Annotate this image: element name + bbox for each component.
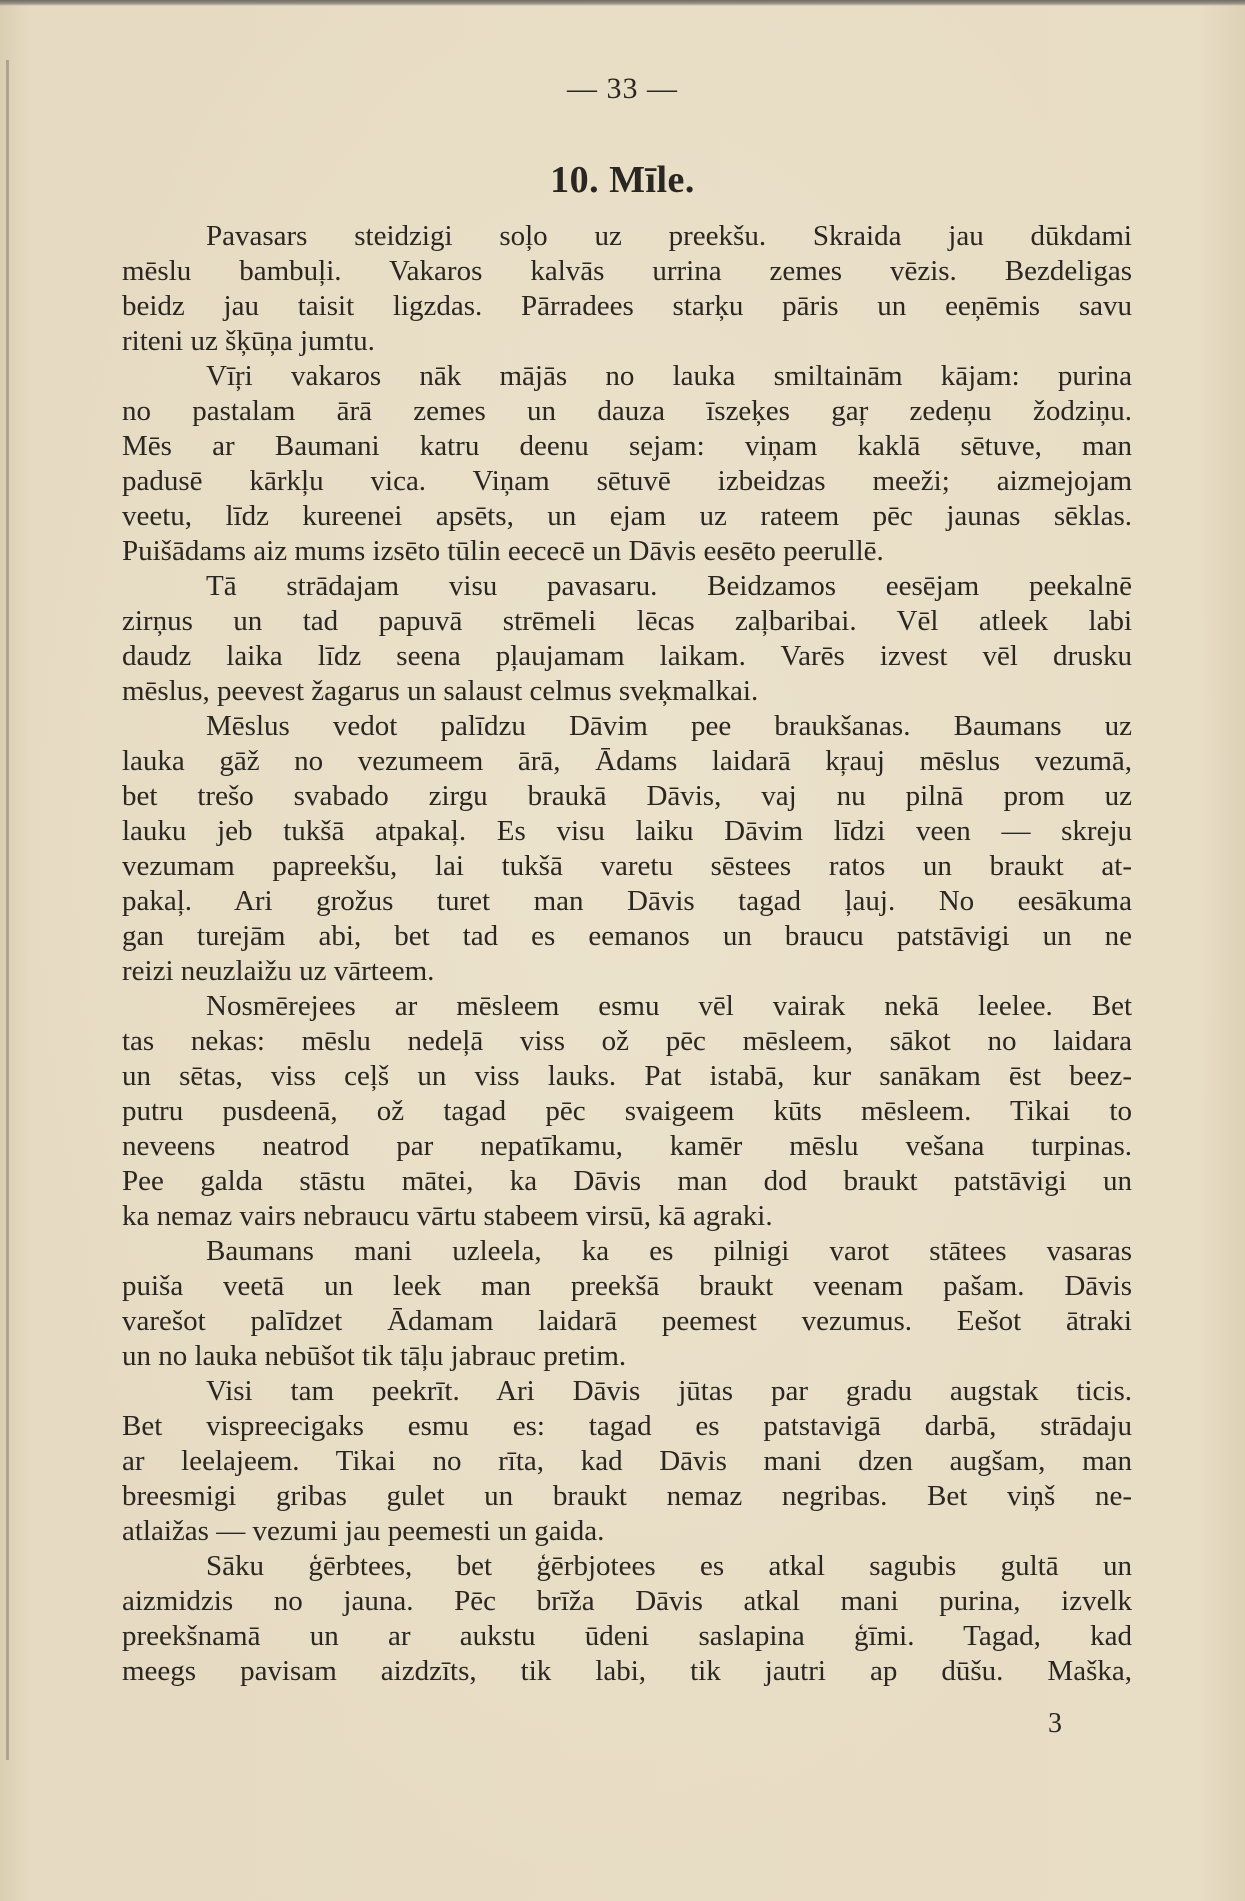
text-line: un sētas, viss ceļš un viss lauks. Pat istabā, kur sanākam ēst beez- — [122, 1060, 1132, 1092]
text-line: beidz jau taisit ligzdas. Pārradees starķu pāris un eeņēmis savu — [122, 290, 1132, 322]
text-line: veetu, līdz kureenei apsēts, un ejam uz rateem pēc jaunas sēklas. — [122, 500, 1132, 532]
text-line: ka nemaz vairs nebraucu vārtu stabeem virsū, kā agraki. — [122, 1200, 773, 1232]
text-line: reizi neuzlaižu uz vārteem. — [122, 955, 435, 987]
text-line: ar leelajeem. Tikai no rīta, kad Dāvis mani dzen augšam, man — [122, 1445, 1132, 1477]
chapter-title: 10. Mīle. — [550, 159, 695, 201]
text-line: aizmidzis no jauna. Pēc brīža Dāvis atkal mani purina, izvelk — [122, 1585, 1132, 1617]
text-line: atlaižas — vezumi jau peemesti un gaida. — [122, 1515, 605, 1547]
text-line: mēslu bambuļi. Vakaros kalvās urrina zemes vēzis. Bezdeligas — [122, 255, 1132, 287]
text-line: breesmigi gribas gulet un braukt nemaz negribas. Bet viņš ne- — [122, 1480, 1132, 1512]
text-line: Mēslus vedot palīdzu Dāvim pee braukšanas. Baumans uz — [206, 710, 1132, 742]
text-line: lauku jeb tukšā atpakaļ. Es visu laiku Dāvim līdzi veen — skreju — [122, 815, 1132, 847]
body-text — [122, 219, 1132, 1689]
text-line: pakaļ. Ari grožus turet man Dāvis tagad ļauj. No eesākuma — [122, 885, 1132, 917]
text-line: lauka gāž no vezumeem ārā, Ādams laidarā kŗauj mēslus vezumā, — [122, 745, 1132, 777]
text-line: zirņus un tad papuvā strēmeli lēcas zaļbaribai. Vēl atleek labi — [122, 605, 1132, 637]
text-line: Vīŗi vakaros nāk mājās no lauka smiltainām kājam: purina — [206, 360, 1132, 392]
text-line: mēslus, peevest žagarus un salaust celmus sveķmalkai. — [122, 675, 759, 707]
text-line: un no lauka nebūšot tik tāļu jabrauc pretim. — [122, 1340, 627, 1372]
text-line: Pee galda stāstu mātei, ka Dāvis man dod braukt patstāvigi un — [122, 1165, 1132, 1197]
text-line: padusē kārkļu vica. Viņam sētuvē izbeidzas meeži; aizmejojam — [122, 465, 1132, 497]
text-line: Puišādams aiz mums izsēto tūlin eececē un Dāvis eesēto peerullē. — [122, 535, 884, 567]
text-line: Bet vispreecigaks esmu es: tagad es patstavigā darbā, strādaju — [122, 1410, 1132, 1442]
page-number: — 33 — — [567, 72, 678, 105]
text-line: Nosmērejees ar mēsleem esmu vēl vairak nekā leelee. Bet — [206, 990, 1132, 1022]
page-top-edge — [0, 0, 1245, 6]
text-line: Baumans mani uzleela, ka es pilnigi varot stātees vasaras — [206, 1235, 1132, 1267]
text-line: bet trešo svabado zirgu braukā Dāvis, vaj nu pilnā prom uz — [122, 780, 1132, 812]
text-line: Pavasars steidzigi soļo uz preekšu. Skraida jau dūkdami — [206, 220, 1132, 252]
text-line: preekšnamā un ar aukstu ūdeni saslapina ģīmi. Tagad, kad — [122, 1620, 1132, 1652]
text-line: Tā strādajam visu pavasaru. Beidzamos eesējam peekalnē — [206, 570, 1132, 602]
text-line: vezumam papreekšu, lai tukšā varetu sēstees ratos un braukt at- — [122, 850, 1132, 882]
signature-mark: 3 — [1048, 1708, 1062, 1739]
text-line: gan turejām abi, bet tad es eemanos un braucu patstāvigi un ne — [122, 920, 1132, 952]
text-line: putru pusdeenā, ož tagad pēc svaigeem kūts mēsleem. Tikai to — [122, 1095, 1132, 1127]
text-line: Sāku ģērbtees, bet ģērbjotees es atkal sagubis gultā un — [206, 1550, 1132, 1582]
text-line: Visi tam peekrīt. Ari Dāvis jūtas par gradu augstak ticis. — [206, 1375, 1132, 1407]
text-line: meegs pavisam aizdzīts, tik labi, tik jautri ap dūšu. Maška, — [122, 1655, 1132, 1687]
text-line: neveens neatrod par nepatīkamu, kamēr mēslu vešana turpinas. — [122, 1130, 1132, 1162]
text-line: puiša veetā un leek man preekšā braukt veenam pašam. Dāvis — [122, 1270, 1132, 1302]
text-line: varešot palīdzet Ādamam laidarā peemest vezumus. Eešot ātraki — [122, 1305, 1132, 1337]
text-line: tas nekas: mēslu nedeļā viss ož pēc mēsleem, sākot no laidara — [122, 1025, 1132, 1057]
text-line: no pastalam ārā zemes un dauza īszeķes gaŗ zedeņu žodziņu. — [122, 395, 1132, 427]
text-line: daudz laika līdz seena pļaujamam laikam. Varēs izvest vēl drusku — [122, 640, 1132, 672]
text-line: Mēs ar Baumani katru deenu sejam: viņam kaklā sētuve, man — [122, 430, 1132, 462]
text-line: riteni uz šķūņa jumtu. — [122, 325, 375, 357]
binding-shadow — [6, 60, 9, 1760]
